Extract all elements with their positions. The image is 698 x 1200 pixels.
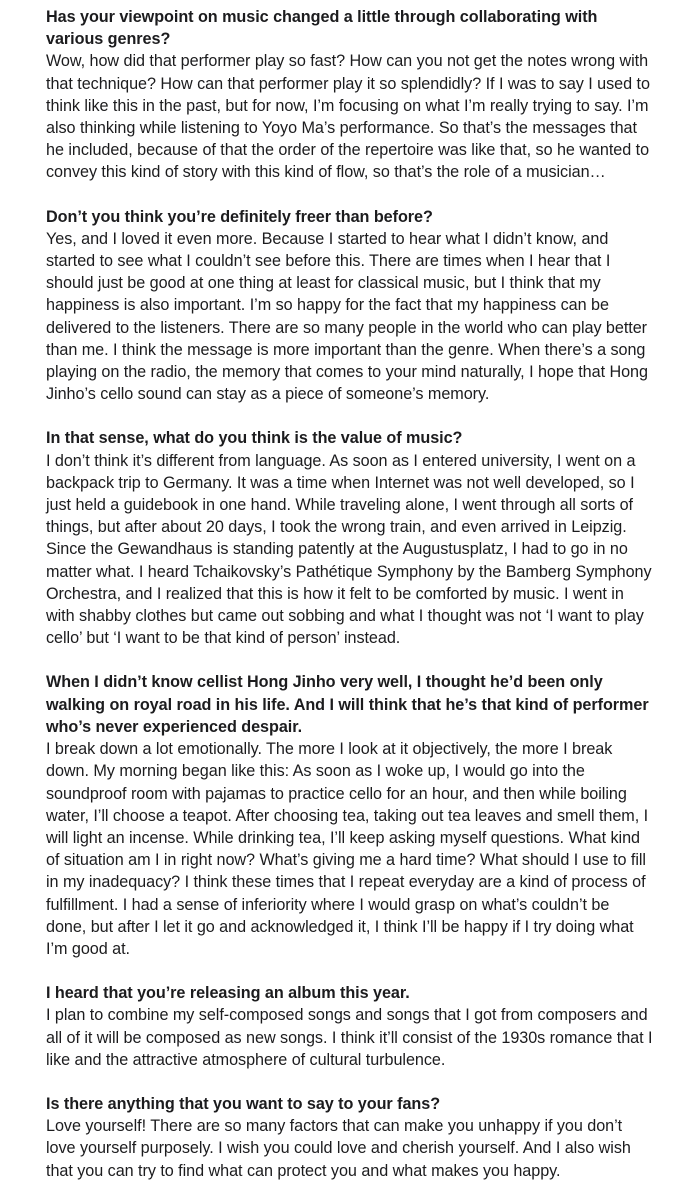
qa-block-1 [46,6,654,184]
question-6: Is there anything that you want to say to your fans? [46,1094,441,1113]
qa-block-6 [46,1093,654,1182]
question-2: Don’t you think you’re definitely freer than before? [46,207,433,226]
question-4: When I didn’t know cellist Hong Jinho very well, I thought he’d been only walking on royal road in his life. And I will think that he’s that kind of performer who’s never experienced despair. [46,673,649,736]
qa-block-2 [46,206,654,406]
question-5: I heard that you’re releasing an album this year. [46,984,410,1003]
question-3: In that sense, what do you think is the value of music? [46,429,463,448]
answer-3: I don’t think it’s different from language. As soon as I entered university, I went on a backpack trip to Germany. It was a time when Internet was not well developed, so I just held a guidebook in one hand. While traveling alone, I went through all sorts of things, but after about 20 days, I took the wrong train, and even arrived in Leipzig. Since the Gewandhaus is standing patently at the Augustusplatz, I had to go in no matter what. I heard Tchaikovsky’s Pathétique Symphony by the Bamberg Symphony Orchestra, and I realized that this is how it felt to be comforted by music. I went in with shabby clothes but came out sobbing and what I thought was not ‘I want to play cello’ but ‘I want to be that kind of person’ instead. [46,451,652,648]
answer-2: Yes, and I loved it even more. Because I started to hear what I didn’t know, and started to see what I couldn’t see before this. There are times when I hear that I should just be good at one thing at least for classical music, but I think that my happiness is also important. I’m so happy for the fact that my happiness can be delivered to the listeners. There are so many people in the world who can play better than me. I think the message is more important than the genre. When there’s a song playing on the radio, the memory that comes to your mind naturally, I hope that Hong Jinho’s cello sound can stay as a piece of someone’s memory. [46,229,648,404]
qa-block-3 [46,427,654,649]
qa-block-4 [46,671,654,960]
answer-6: Love yourself! There are so many factors that can make you unhappy if you don’t love yourself purposely. I wish you could love and cherish yourself. And I also wish that you can try to find what can protect you and what makes you happy. [46,1117,631,1180]
answer-5: I plan to combine my self-composed songs and songs that I got from composers and all of it will be composed as new songs. I think it’ll consist of the 1930s romance that I like and the attractive atmosphere of cultural turbulence. [46,1006,653,1069]
answer-1: Wow, how did that performer play so fast? How can you not get the notes wrong with that technique? How can that performer play it so splendidly? If I was to say I used to think like this in the past, but for now, I’m focusing on what I’m really trying to say. I’m also thinking while listening to Yoyo Ma’s performance. So that’s the messages that he included, because of that the order of the repertoire was like that, so he wanted to convey this kind of story with this kind of flow, so that’s the role of a musician… [46,52,650,182]
qa-block-5 [46,982,654,1071]
question-1: Has your viewpoint on music changed a little through collaborating with various genres? [46,8,598,49]
answer-4: I break down a lot emotionally. The more I look at it objectively, the more I break down. My morning began like this: As soon as I woke up, I would go into the soundproof room with pajamas to practice cello for an hour, and then while boiling water, I’ll choose a teapot. After choosing tea, taking out tea leaves and smell them, I will light an incense. While drinking tea, I’ll keep asking myself questions. What kind of situation am I in right now? What’s giving me a hard time? What should I use to fill in my inadequacy? I think these times that I repeat everyday are a kind of process of fulfillment. I had a sense of inferiority where I would grasp on what’s couldn’t be done, but after I let it go and acknowledged it, I think I’ll be happy if I try doing what I’m good at. [46,740,649,958]
